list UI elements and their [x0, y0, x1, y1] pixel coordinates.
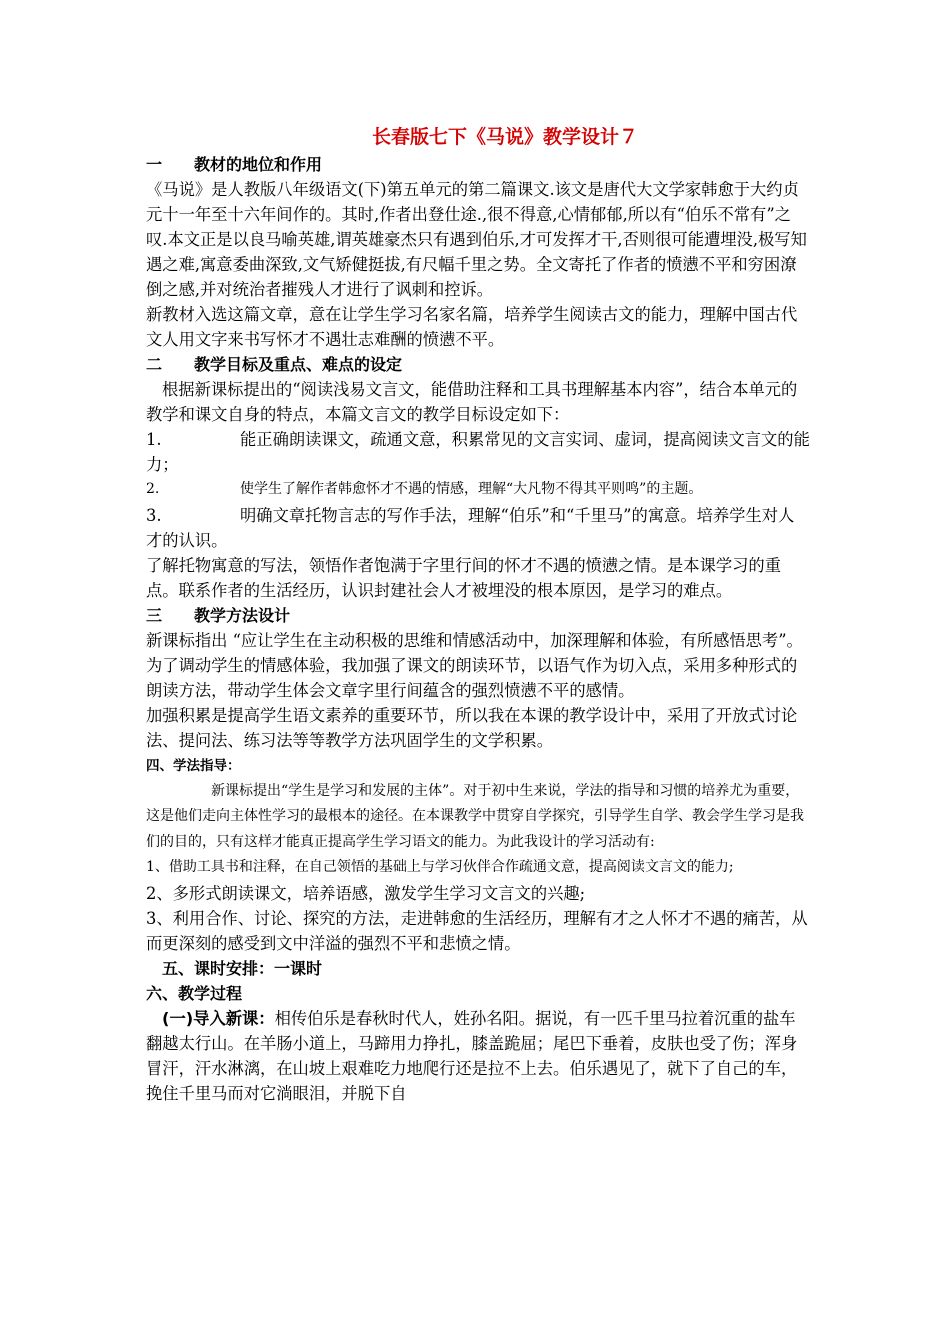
section-6-paragraph-1 — [146, 1006, 810, 1106]
section-1-number: 一 — [146, 155, 163, 174]
objective-text: 使学生了解作者韩愈怀才不遇的情感，理解“大凡物不得其平则鸣”的主题。 — [240, 481, 703, 497]
section-3-title: 教学方法设计 — [194, 605, 291, 625]
objective-item-3 — [146, 503, 810, 553]
section-4-item-3: 3、利用合作、讨论、探究的方法，走进韩愈的生活经历，理解有才之人怀才不遇的痛苦，从而更深刻的感受到文中洋溢的强烈不平和悲愤之情。 — [146, 908, 808, 953]
section-2-number: 二 — [146, 355, 163, 374]
objective-text: 明确文章托物言志的写作手法，理解“伯乐”和“千里马”的寓意。培养学生对人才的认识。 — [146, 505, 795, 550]
document-body — [146, 122, 810, 1106]
objective-text: 能正确朗读课文，疏通文意，积累常见的文言实词、虚词，提高阅读文言文的能力； — [146, 430, 810, 474]
objective-item-1 — [146, 427, 810, 477]
section-1-title: 教材的地位和作用 — [194, 155, 323, 174]
section-3-heading — [146, 603, 810, 628]
objective-number: 2. — [146, 481, 160, 497]
section-3-paragraph-1: 新课标指出 “应让学生在主动积极的思维和情感活动中，加深理解和体验，有所感悟思考”。 为了调动学生的情感体验，我加强了课文的朗读环节，以语气作为切入点，采用多种形式的朗读方法，带动学生体会文章字里行间蕴含的强烈愤懑不平的感情。 — [146, 630, 811, 700]
section-6-heading: 六、教学过程 — [146, 983, 243, 1003]
section-3-paragraph-2: 加强积累是提高学生语文素养的重要环节，所以我在本课的教学设计中，采用了开放式讨论法、提问法、练习法等等教学方法巩固学生的文学积累。 — [146, 705, 798, 750]
objective-number: 3. — [146, 505, 162, 525]
section-4-item-2: 2、多形式朗读课文，培养语感，激发学生学习文言文的兴趣; — [146, 883, 586, 903]
section-4-paragraph-1: 新课标提出“学生是学习和发展的主体”。对于初中生来说，学法的指导和习惯的培养尤为重要，这是他们走向主体性学习的最根本的途径。在本课教学中贯穿自学探究，引导学生自学、教会学生学习是我们的目的，只有这样才能真正提高学生学习语文的能力。为此我设计的学习活动有: — [146, 782, 804, 850]
section-4-heading: 四、学法指导： — [146, 757, 241, 774]
intro-lead: (一)导入新课： — [162, 1008, 275, 1028]
section-5-heading: 五、课时安排：一课时 — [162, 958, 323, 978]
section-2-paragraph-1: 根据新课标提出的“阅读浅易文言文，能借助注释和工具书理解基本内容”，结合本单元的教学和课文自身的特点，本篇文言文的教学目标设定如下： — [146, 380, 798, 424]
document-title: 长春版七下《马说》教学设计７ — [372, 126, 639, 148]
intro-text: 相传伯乐是春秋时代人，姓孙名阳。据说，有一匹千里马拉着沉重的盐车翻越太行山。在羊肠小道上，马蹄用力挣扎，膝盖跪屈；尾巴下垂着，皮肤也受了伤；浑身冒汗，汗水淋漓，在山坡上艰难吃力地爬行还是拉不上去。伯乐遇见了，就下了自己的车，挽住千里马而对它淌眼泪，并脱下自 — [146, 1008, 798, 1103]
section-1-heading — [146, 152, 810, 177]
section-3-number: 三 — [146, 605, 163, 625]
section-2-title: 教学目标及重点、难点的设定 — [194, 355, 403, 374]
section-2-paragraph-2: 了解托物寓意的写法，领悟作者饱满于字里行间的怀才不遇的愤懑之情。是本课学习的重点。联系作者的生活经历，认识封建社会人才被埋没的根本原因，是学习的难点。 — [146, 555, 781, 600]
objective-item-2 — [146, 477, 810, 503]
section-2-heading — [146, 352, 810, 377]
section-4-item-1: 1、借助工具书和注释，在自己领悟的基础上与学习伙伴合作疏通文意，提高阅读文言文的能力; — [146, 859, 734, 875]
objective-number: 1. — [146, 430, 162, 449]
section-1-paragraph-1: 《马说》是人教版八年级语文(下)第五单元的第二篇课文.该文是唐代大文学家韩愈于大约贞元十一年至十六年间作的。其时,作者出登仕途.,很不得意,心情郁郁,所以有“伯乐不常有”之叹.本文正是以良马喻英雄,谓英雄豪杰只有遇到伯乐,才可发挥才干,否则很可能遭埋没,极写知遇之难,寓意委曲深致,文气矫健挺拔,有尺幅千里之势。全文寄托了作者的愤懑不平和穷困潦倒之感,并对统治者摧残人才进行了讽刺和控诉。 — [146, 180, 807, 299]
section-1-paragraph-2: 新教材入选这篇文章，意在让学生学习名家名篇，培养学生阅读古文的能力，理解中国古代文人用文字来书写怀才不遇壮志难酬的愤懑不平。 — [146, 305, 798, 349]
